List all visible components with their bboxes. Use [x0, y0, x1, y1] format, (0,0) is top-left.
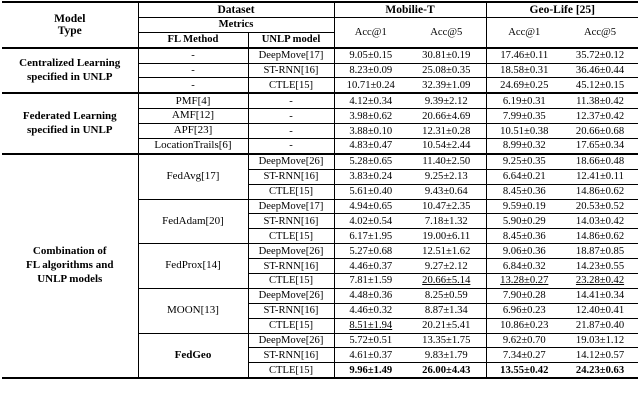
table-row: Centralized Learning specified in UNLP - DeepMove[17] 9.05±0.15 30.81±0.19 17.46±0.11 35.72±0.12 — [2, 48, 638, 63]
table-row: ST-RNN[16] 3.83±0.24 9.25±2.13 6.64±0.21 12.41±0.11 — [2, 169, 638, 184]
table-row: LocationTrails[6] - 4.83±0.47 10.54±2.44 8.99±0.32 17.65±0.34 — [2, 139, 638, 154]
second-best-value: 20.66±5.14 — [422, 275, 471, 287]
fl-algorithm-moon: MOON[13] — [138, 288, 248, 333]
mobilie-header: Mobilie-T — [334, 2, 486, 17]
best-value: 13.55±0.42 — [486, 363, 562, 378]
fl-algorithm-fedprox: FedProx[14] — [138, 244, 248, 289]
second-best-value: 13.28±0.27 — [500, 275, 549, 287]
group-label-federated: Federated Learning specified in UNLP — [2, 93, 138, 154]
table-row: CTLE[15] 9.96±1.49 26.00±4.43 13.55±0.42 24.23±0.63 — [2, 363, 638, 378]
table-row: - CTLE[15] 10.71±0.24 32.39±1.09 24.69±0.25 45.12±0.15 — [2, 78, 638, 93]
best-value: 9.96±1.49 — [334, 363, 407, 378]
table-row: ST-RNN[16] 4.46±0.37 9.27±2.12 6.84±0.32 14.23±0.55 — [2, 259, 638, 274]
dataset-header: Dataset — [138, 2, 334, 17]
model-type-header: Model Type — [2, 2, 138, 48]
fl-algorithm-fedadam: FedAdam[20] — [138, 199, 248, 244]
table-row: CTLE[15] 7.81±1.59 20.66±5.14 13.28±0.27 23.28±0.42 — [2, 274, 638, 289]
group-label-combination: Combination of FL algorithms and UNLP models — [2, 154, 138, 378]
table-row: ST-RNN[16] 4.46±0.32 8.87±1.34 6.96±0.23 12.40±0.41 — [2, 303, 638, 318]
mobilie-acc1-header: Acc@1 — [334, 17, 407, 47]
table-row: CTLE[15] 8.51±1.94 20.21±5.41 10.86±0.23 21.87±0.40 — [2, 318, 638, 333]
table-row: MOON[13] DeepMove[26] 4.48±0.36 8.25±0.59 7.90±0.28 14.41±0.34 — [2, 288, 638, 303]
metrics-header: Metrics — [138, 17, 334, 32]
table-row: ST-RNN[16] 4.61±0.37 9.83±1.79 7.34±0.27 14.12±0.57 — [2, 348, 638, 363]
table-row: AMF[12] - 3.98±0.62 20.66±4.69 7.99±0.35 12.37±0.42 — [2, 109, 638, 124]
geolife-header: Geo-Life [25] — [486, 2, 638, 17]
results-table — [2, 1, 638, 379]
table-row: - ST-RNN[16] 8.23±0.09 25.08±0.35 18.58±0.31 36.46±0.44 — [2, 63, 638, 78]
fl-algorithm-fedgeo: FedGeo — [138, 333, 248, 378]
table-row: ST-RNN[16] 4.02±0.54 7.18±1.32 5.90±0.29 14.03±0.42 — [2, 214, 638, 229]
table-row: APF[23] - 3.88±0.10 12.31±0.28 10.51±0.38 20.66±0.68 — [2, 124, 638, 139]
table-row: Combination of FL algorithms and UNLP models FedAvg[17] DeepMove[26] 5.28±0.65 11.40±2.50 9.25±0.35 18.66±0.48 — [2, 154, 638, 169]
table-row: FedProx[14] DeepMove[26] 5.27±0.68 12.51±1.62 9.06±0.36 18.87±0.85 — [2, 244, 638, 259]
best-value: 24.23±0.63 — [562, 363, 638, 378]
table-row: FedGeo DeepMove[26] 5.72±0.51 13.35±1.75 9.62±0.70 19.03±1.12 — [2, 333, 638, 348]
best-value: 26.00±4.43 — [407, 363, 486, 378]
geolife-acc1-header: Acc@1 — [486, 17, 562, 47]
mobilie-acc5-header: Acc@5 — [407, 17, 486, 47]
table-row: FedAdam[20] DeepMove[17] 4.94±0.65 10.47±2.35 9.59±0.19 20.53±0.52 — [2, 199, 638, 214]
table-row: Federated Learning specified in UNLP PMF[4] - 4.12±0.34 9.39±2.12 6.19±0.31 11.38±0.42 — [2, 93, 638, 108]
fl-method-header: FL Method — [138, 32, 248, 47]
unlp-model-header: UNLP model — [248, 32, 334, 47]
geolife-acc5-header: Acc@5 — [562, 17, 638, 47]
header-row-1 — [2, 2, 638, 17]
second-best-value: 23.28±0.42 — [575, 275, 625, 287]
group-label-centralized: Centralized Learning specified in UNLP — [2, 48, 138, 94]
second-best-value: 8.51±1.94 — [349, 320, 393, 332]
table-row: CTLE[15] 6.17±1.95 19.00±6.11 8.45±0.36 14.86±0.62 — [2, 229, 638, 244]
fl-algorithm-fedavg: FedAvg[17] — [138, 154, 248, 199]
table-row: CTLE[15] 5.61±0.40 9.43±0.64 8.45±0.36 14.86±0.62 — [2, 184, 638, 199]
